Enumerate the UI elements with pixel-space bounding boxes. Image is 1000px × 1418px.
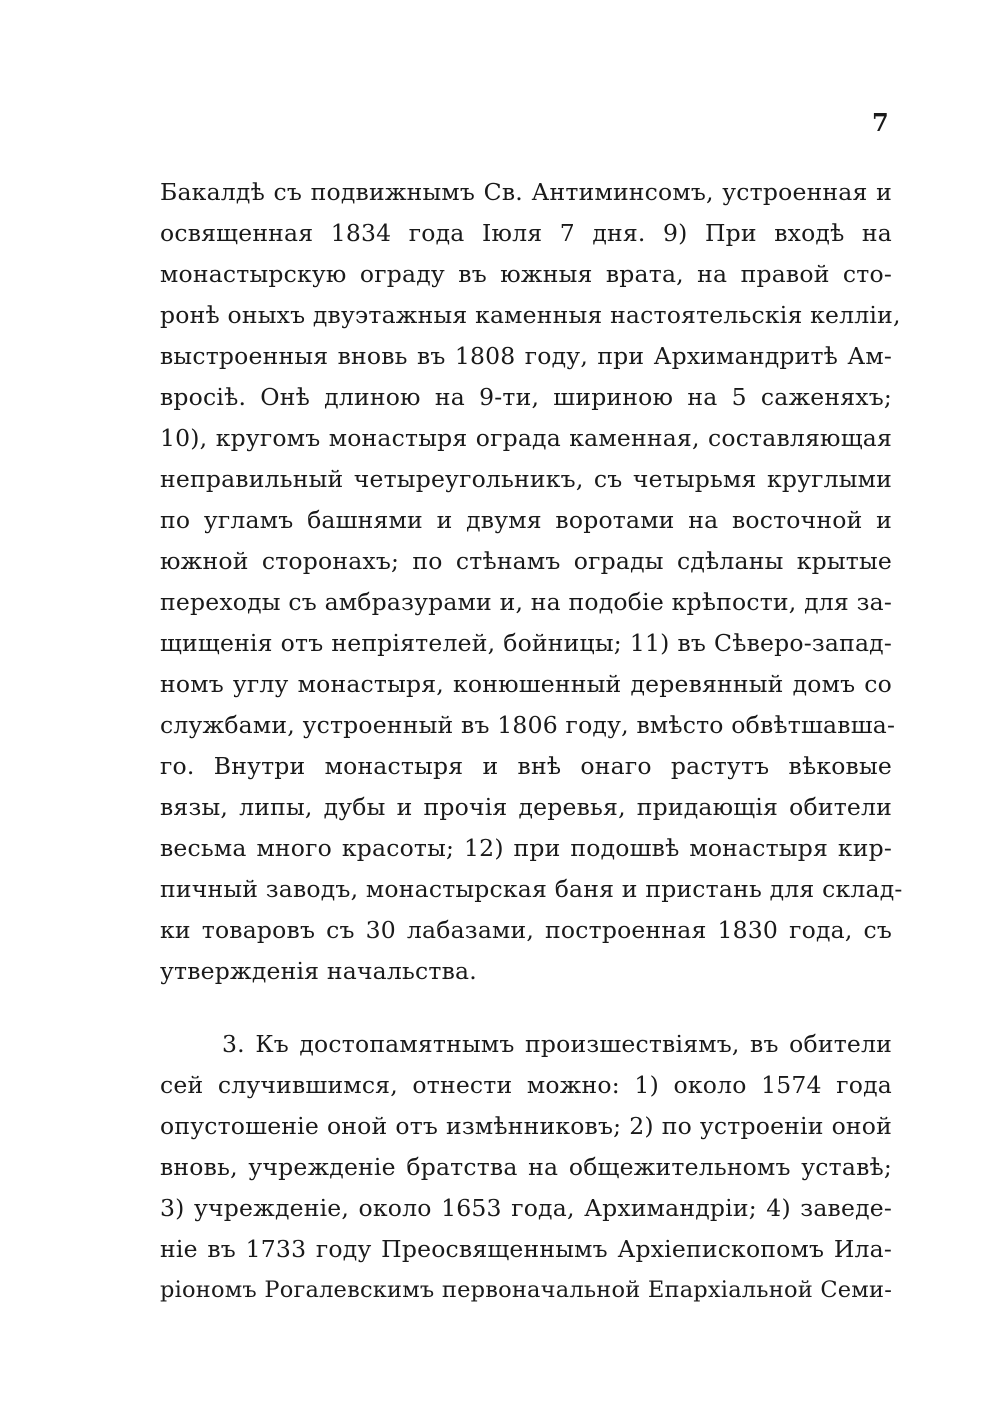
text-line: ніе въ 1733 году Преосвященнымъ Архіепископомъ Ила- [160,1235,892,1263]
text-line: ріономъ Рогалевскимъ первоначальной Епархіальной Семи- [160,1277,892,1303]
text-line: вязы, липы, дубы и прочія деревья, придающія обители [160,793,892,821]
text-line: номъ углу монастыря, конюшенный деревянный домъ со [160,670,892,698]
text-line: монастырскую ограду въ южныя врата, на правой сто- [160,260,892,288]
text-line: переходы съ амбразурами и, на подобіе крѣпости, для за- [160,588,892,616]
text-line: выстроенныя вновь въ 1808 году, при Архимандритѣ Ам- [160,342,892,370]
text-line: 10), кругомъ монастыря ограда каменная, составляющая [160,424,892,452]
text-line: неправильный четыреугольникъ, съ четырьмя круглыми [160,465,892,493]
paragraph-2 [160,1024,892,1311]
text-line: вновь, учрежденіе братства на общежительномъ уставѣ; [160,1153,892,1181]
text-line: сей случившимся, отнести можно: 1) около 1574 года [160,1071,892,1099]
text-line: вросіѣ. Онѣ длиною на 9-ти, шириною на 5 саженяхъ; [160,383,892,411]
text-line: щищенія отъ непріятелей, бойницы; 11) въ Сѣверо-запад- [160,629,892,657]
text-line: 3) учрежденіе, около 1653 года, Архимандріи; 4) заведе- [160,1194,892,1222]
text-line: ронѣ оныхъ двуэтажныя каменныя настоятельскія келліи, [160,301,901,329]
text-line: ки товаровъ съ 30 лабазами, построенная 1830 года, съ [160,916,892,944]
text-line: Бакалдѣ съ подвижнымъ Св. Антиминсомъ, устроенная и [160,178,892,206]
text-line: службами, устроенный въ 1806 году, вмѣсто обвѣтшавша- [160,711,896,739]
text-line: пичный заводъ, монастырская баня и пристань для склад- [160,875,903,903]
text-line: утвержденія начальства. [160,957,477,985]
text-line: по угламъ башнями и двумя воротами на восточной и [160,506,892,534]
text-line: опустошеніе оной отъ измѣнниковъ; 2) по устроеніи оной [160,1112,892,1140]
paragraph-1 [160,172,903,992]
text-line: 3. Къ достопамятнымъ произшествіямъ, въ обители [222,1030,892,1058]
text-line: освященная 1834 года Іюля 7 дня. 9) При входѣ на [160,219,892,247]
page-number: 7 [872,108,889,137]
text-line: го. Внутри монастыря и внѣ онаго растутъ вѣковые [160,752,892,780]
text-line: весьма много красоты; 12) при подошвѣ монастыря кир- [160,834,892,862]
text-line: южной сторонахъ; по стѣнамъ ограды сдѣланы крытые [160,547,892,575]
